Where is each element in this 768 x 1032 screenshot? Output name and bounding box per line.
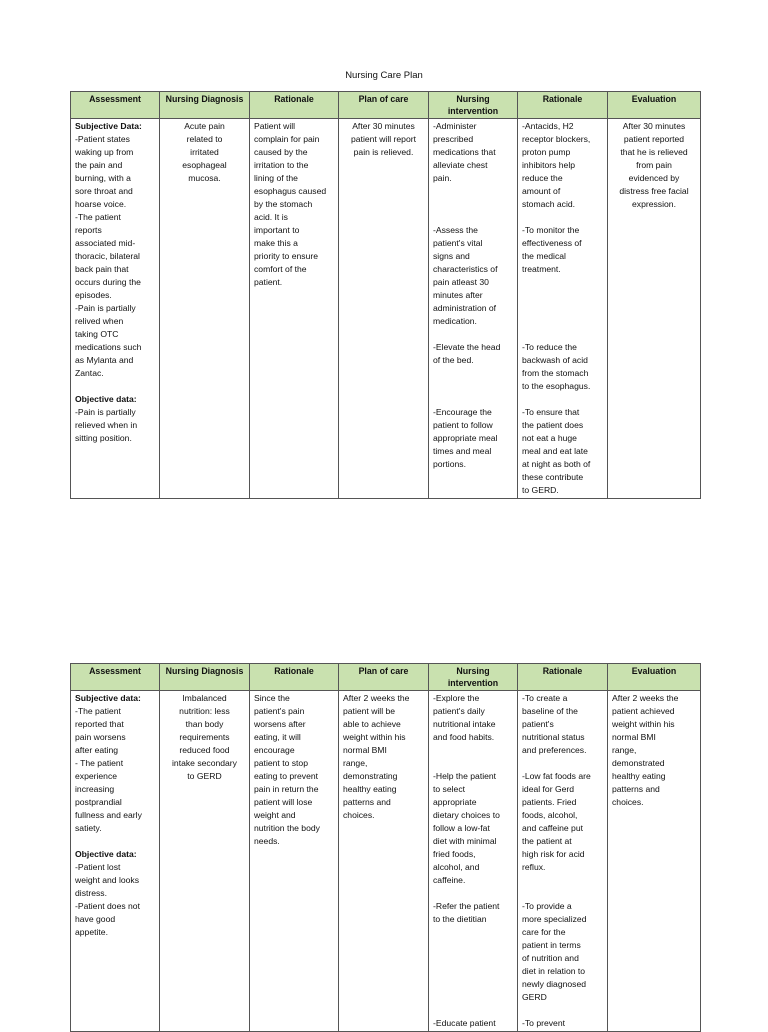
evaluation-cell: After 2 weeks the patient achieved weight within his normal BMI range, demonstrated healthy eating patterns and choices. bbox=[608, 691, 701, 1032]
rationale-item: -To reduce the backwash of acid from the stomach to the esophagus. bbox=[522, 342, 591, 391]
care-plan-table-2 bbox=[70, 663, 701, 1032]
evaluation-cell: After 30 minutes patient reported that he is relieved from pain evidenced by distress free facial expression. bbox=[608, 119, 701, 499]
document-title: Nursing Care Plan bbox=[345, 70, 423, 81]
header-assessment: Assessment bbox=[71, 92, 160, 119]
header-plan-of-care: Plan of care bbox=[339, 664, 429, 691]
plan-cell: After 2 weeks the patient will be able to achieve weight within his normal BMI range, demonstrating healthy eating patterns and choices. bbox=[339, 691, 429, 1032]
header-intervention-rationale: Rationale bbox=[518, 92, 608, 119]
objective-text: -Pain is partially relieved when in sitting position. bbox=[75, 407, 138, 443]
objective-label: Objective data: bbox=[75, 394, 137, 404]
intervention-item: -Administer prescribed medications that alleviate chest pain. bbox=[433, 121, 496, 183]
subjective-label: Subjective Data: bbox=[75, 121, 142, 131]
intervention-item: -Refer the patient to the dietitian bbox=[433, 901, 500, 924]
header-evaluation: Evaluation bbox=[608, 664, 701, 691]
objective-label: Objective data: bbox=[75, 849, 137, 859]
header-row bbox=[71, 664, 701, 691]
diagnosis-cell: Acute pain related to irritated esophageal mucosa. bbox=[160, 119, 250, 499]
care-plan-table-1 bbox=[70, 91, 701, 499]
rationale-item: -To provide a more specialized care for the patient in terms of nutrition and diet in relation to newly diagnosed GERD bbox=[522, 901, 587, 1002]
intervention-rationale-cell bbox=[518, 119, 608, 499]
subjective-text: -The patient reported that pain worsens after eating - The patient experience increasing postprandial fullness and early satiety. bbox=[75, 706, 142, 833]
assessment-cell bbox=[71, 691, 160, 1032]
intervention-cell bbox=[429, 119, 518, 499]
plan-cell: After 30 minutes patient will report pain is relieved. bbox=[339, 119, 429, 499]
table-row bbox=[71, 119, 701, 499]
intervention-cell bbox=[429, 691, 518, 1032]
intervention-item: -Help the patient to select appropriate dietary choices to follow a low-fat diet with minimal fried foods, alcohol, and caffeine. bbox=[433, 771, 500, 885]
subjective-label: Subjective data: bbox=[75, 693, 141, 703]
header-row bbox=[71, 92, 701, 119]
rationale-item: -Low fat foods are ideal for Gerd patients. Fried foods, alcohol, and caffeine put the patient at high risk for acid reflux. bbox=[522, 771, 591, 872]
header-rationale: Rationale bbox=[250, 664, 339, 691]
rationale-item: -To prevent bbox=[522, 1018, 565, 1028]
intervention-item: -Assess the patient's vital signs and characteristics of pain atleast 30 minutes after administration of medication. bbox=[433, 225, 498, 326]
header-assessment: Assessment bbox=[71, 664, 160, 691]
rationale-item: -Antacids, H2 receptor blockers, proton pump inhibitors help reduce the amount of stomach acid. bbox=[522, 121, 591, 209]
header-rationale: Rationale bbox=[250, 92, 339, 119]
intervention-item: -Elevate the head of the bed. bbox=[433, 342, 501, 365]
header-nursing-intervention: Nursing intervention bbox=[429, 92, 518, 119]
intervention-rationale-cell bbox=[518, 691, 608, 1032]
header-plan-of-care: Plan of care bbox=[339, 92, 429, 119]
rationale-item: -To ensure that the patient does not eat a huge meal and eat late at night as both of these contribute to GERD. bbox=[522, 407, 591, 495]
diagnosis-cell: Imbalanced nutrition: less than body requirements reduced food intake secondary to GERD bbox=[160, 691, 250, 1032]
subjective-text: -Patient states waking up from the pain and burning, with a sore throat and hoarse voice. -The patient reports associated mid- thoracic, bilateral back pain that occurs during the episodes. -Pain is partially relived when taking OTC medications such as Mylanta and Zantac. bbox=[75, 134, 142, 378]
header-nursing-diagnosis: Nursing Diagnosis bbox=[160, 92, 250, 119]
rationale-item: -To create a baseline of the patient's nutritional status and preferences. bbox=[522, 693, 587, 755]
header-nursing-intervention: Nursing intervention bbox=[429, 664, 518, 691]
intervention-item: -Explore the patient's daily nutritional intake and food habits. bbox=[433, 693, 496, 742]
intervention-item: -Encourage the patient to follow appropriate meal times and meal portions. bbox=[433, 407, 498, 469]
objective-text: -Patient lost weight and looks distress. -Patient does not have good appetite. bbox=[75, 862, 140, 937]
rationale-item: -To monitor the effectiveness of the medical treatment. bbox=[522, 225, 582, 274]
header-intervention-rationale: Rationale bbox=[518, 664, 608, 691]
rationale-cell: Patient will complain for pain caused by the irritation to the lining of the esophagus caused by the stomach acid. It is important to make this a priority to ensure comfort of the patient. bbox=[250, 119, 339, 499]
intervention-item: -Educate patient bbox=[433, 1018, 496, 1028]
assessment-cell bbox=[71, 119, 160, 499]
header-nursing-diagnosis: Nursing Diagnosis bbox=[160, 664, 250, 691]
rationale-cell: Since the patient's pain worsens after eating, it will encourage patient to stop eating to prevent pain in return the patient will lose weight and nutrition the body needs. bbox=[250, 691, 339, 1032]
header-evaluation: Evaluation bbox=[608, 92, 701, 119]
table-row bbox=[71, 691, 701, 1032]
